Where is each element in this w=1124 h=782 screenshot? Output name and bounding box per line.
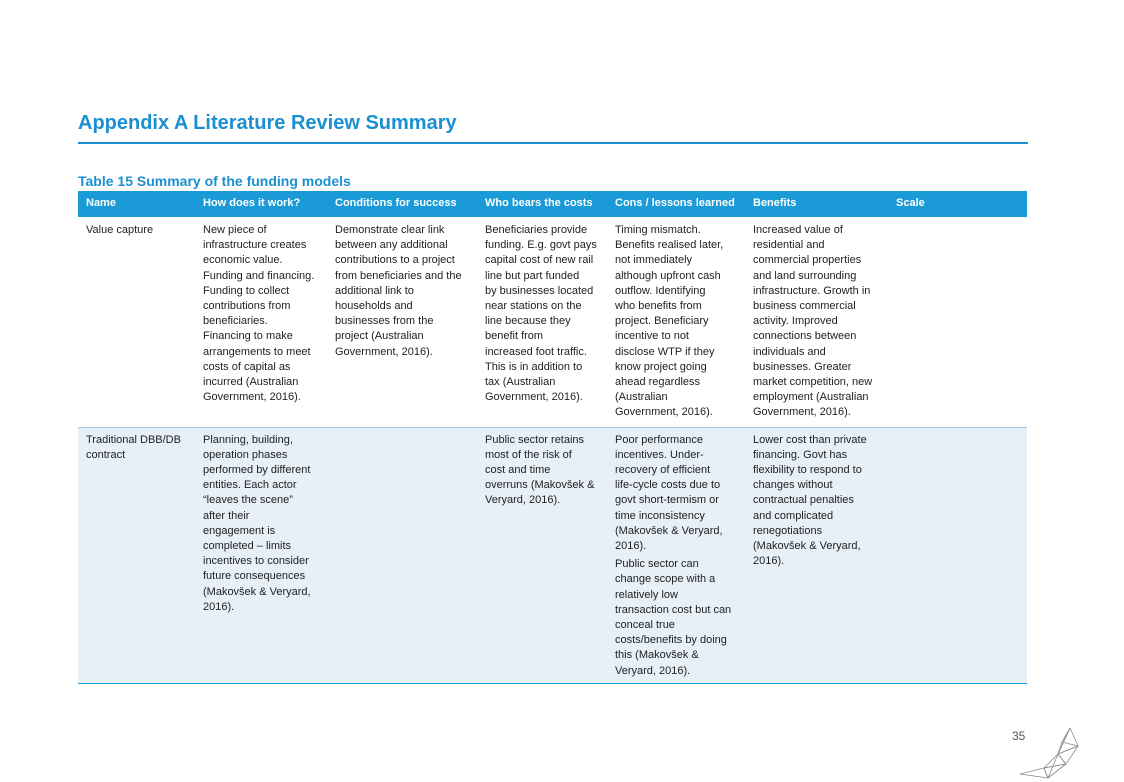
cell-how [195,427,327,683]
cell-conditions [327,217,477,427]
header-conditions: Conditions for success [327,191,477,217]
cell-how [195,217,327,427]
cell-text: Traditional DBB/DB contract [86,433,181,461]
header-benefits: Benefits [745,191,888,217]
cell-text: Lower cost than private financing. Govt has flexibility to respond to changes without contractual penalties and complicated renegotiations (Makovšek & Veryard, 2016). [753,433,867,568]
cell-text: Value capture [86,224,154,236]
header-cons-lessons: Cons / lessons learned [607,191,745,217]
cell-text-extra: Public sector can change scope with a relatively low transaction cost but can conceal true costs/benefits by doing this (Makovšek & Veryard, 2016). [615,558,732,677]
cell-text: New piece of infrastructure creates economic value. Funding and financing. Funding to collect contributions from beneficiaries. Financing to make arrangements to meet costs of capital as incurred (Australian Government, 2016). [203,224,315,404]
page-number: 35 [1012,729,1026,743]
cell-text: Poor performance incentives. Under- recovery of efficient life-cycle costs due to govt short-termism or time inconsistency (Makovšek & Veryard, 2016). [615,433,723,553]
header-how-it-works: How does it work? [195,191,327,217]
cell-name [78,427,195,683]
cell-benefits [745,427,888,683]
header-scale: Scale [888,191,1027,217]
cell-text: Planning, building, operation phases performed by different entities. Each actor “leaves the scene” after their engagement is completed – limits incentives to consider future consequences (Makovšek & Veryard, 2016). [203,433,311,613]
title-divider [78,142,1028,144]
page-title: Appendix A Literature Review Summary [78,112,457,134]
table-caption: Table 15 Summary of the funding models [78,173,351,189]
cell-conditions [327,427,477,683]
cell-name [78,217,195,427]
table-row [78,217,1027,427]
logo-mark-icon [1018,724,1080,780]
cell-scale [888,217,1027,427]
header-who-bears-costs: Who bears the costs [477,191,607,217]
cell-benefits [745,217,888,427]
cell-text: Increased value of residential and commercial properties and land surrounding infrastructure. Growth in business commercial activity. Improved connections between individuals and businesses. Greater market competition, new employment (Australian Government, 2016). [753,224,873,419]
cell-scale [888,427,1027,683]
cell-costs [477,217,607,427]
cell-text: Timing mismatch. Benefits realised later, not immediately although upfront cash outflow. Identifying who benefits from project. Beneficiary incentive to not disclose WTP if they know project going ahead regardless (Australian Government, 2016). [615,224,724,419]
funding-models-table [78,191,1027,684]
cell-text: Public sector retains most of the risk of cost and time overruns (Makovšek & Veryard, 2016). [485,433,595,507]
table-row [78,427,1027,683]
cell-costs [477,427,607,683]
header-name: Name [78,191,195,217]
cell-text: Demonstrate clear link between any additional contributions to a project from beneficiaries and the additional link to households and businesses from the project (Australian Government, 2016). [335,224,462,358]
cell-cons [607,217,745,427]
table-header-row [78,191,1027,217]
cell-text: Beneficiaries provide funding. E.g. govt pays capital cost of new rail line but part funded by businesses located near stations on the line because they benefit from increased foot traffic. This is in addition to tax (Australian Government, 2016). [485,224,597,404]
cell-cons [607,427,745,683]
